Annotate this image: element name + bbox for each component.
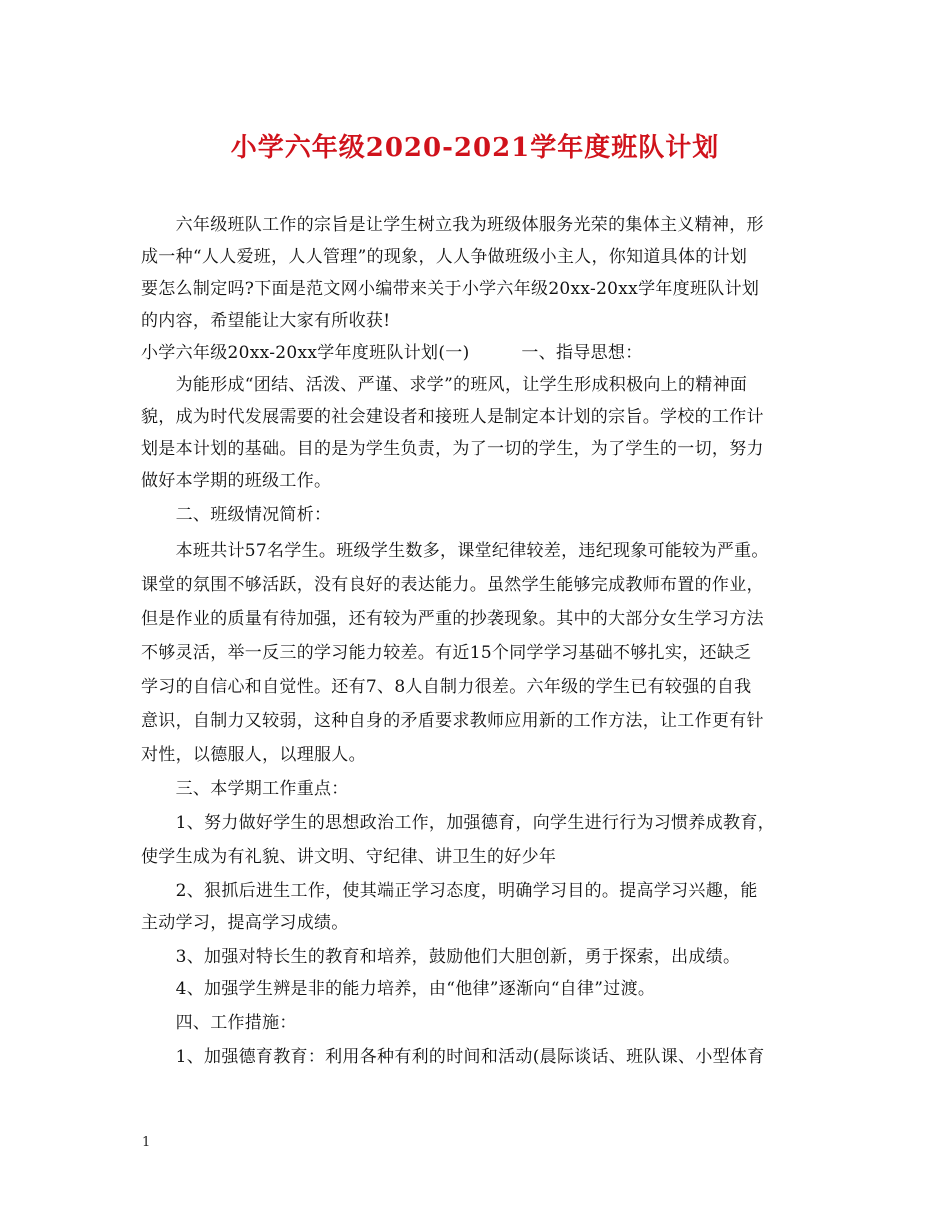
- body-line: 三、本学期工作重点：: [141, 779, 349, 799]
- body-line: 3、加强对特长生的教育和培养，鼓励他们大胆创新，勇于探索，出成绩。: [141, 947, 741, 967]
- document-title: 小学六年级2020-2021学年度班队计划: [230, 133, 720, 163]
- body-line: 做好本学期的班级工作。: [141, 471, 332, 491]
- body-line: 为能形成“团结、活泼、严谨、求学”的班风，让学生形成积极向上的精神面: [141, 375, 748, 395]
- body-line: 小学六年级20xx-20xx学年度班队计划(一) 一、指导思想：: [141, 343, 643, 363]
- body-line: 的内容，希望能让大家有所收获!: [141, 311, 391, 331]
- body-line: 课堂的氛围不够活跃，没有良好的表达能力。虽然学生能够完成教师布置的作业，: [141, 575, 764, 595]
- body-line: 使学生成为有礼貌、讲文明、守纪律、讲卫生的好少年: [141, 847, 557, 867]
- body-line: 要怎么制定吗?下面是范文网小编带来关于小学六年级20xx-20xx学年度班队计划: [141, 279, 760, 299]
- body-line: 划是本计划的基础。目的是为学生负责，为了一切的学生，为了学生的一切，努力: [141, 439, 764, 459]
- body-line: 成一种“人人爱班，人人管理”的现象，人人争做班级小主人，你知道具体的计划: [141, 247, 748, 267]
- body-line: 意识，自制力又较弱，这种自身的矛盾要求教师应用新的工作方法，让工作更有针: [141, 711, 764, 731]
- body-line: 但是作业的质量有待加强，还有较为严重的抄袭现象。其中的大部分女生学习方法: [141, 609, 764, 629]
- body-line: 2、狠抓后进生工作，使其端正学习态度，明确学习目的。提高学习兴趣，能: [141, 881, 758, 901]
- body-line: 本班共计57名学生。班级学生数多，课堂纪律较差，违纪现象可能较为严重。: [141, 541, 769, 561]
- body-line: 四、工作措施：: [141, 1013, 297, 1033]
- body-line: 对性，以德服人，以理服人。: [141, 745, 366, 765]
- body-line: 二、班级情况简析：: [141, 505, 332, 525]
- body-line: 貌，成为时代发展需要的社会建设者和接班人是制定本计划的宗旨。学校的工作计: [141, 407, 764, 427]
- body-line: 学习的自信心和自觉性。还有7、8人自制力很差。六年级的学生已有较强的自我: [141, 677, 752, 697]
- body-line: 六年级班队工作的宗旨是让学生树立我为班级体服务光荣的集体主义精神，形: [141, 215, 764, 235]
- page-number: 1: [142, 1135, 151, 1150]
- body-line: 1、努力做好学生的思想政治工作，加强德育，向学生进行行为习惯养成教育，: [141, 813, 775, 833]
- body-line: 主动学习，提高学习成绩。: [141, 913, 349, 933]
- body-line: 不够灵活，举一反三的学习能力较差。有近15个同学学习基础不够扎实，还缺乏: [141, 643, 752, 663]
- body-line: 1、加强德育教育：利用各种有利的时间和活动(晨际谈话、班队课、小型体育: [141, 1047, 765, 1067]
- body-line: 4、加强学生辨是非的能力培养，由“他律”逐渐向“自律”过渡。: [141, 979, 656, 999]
